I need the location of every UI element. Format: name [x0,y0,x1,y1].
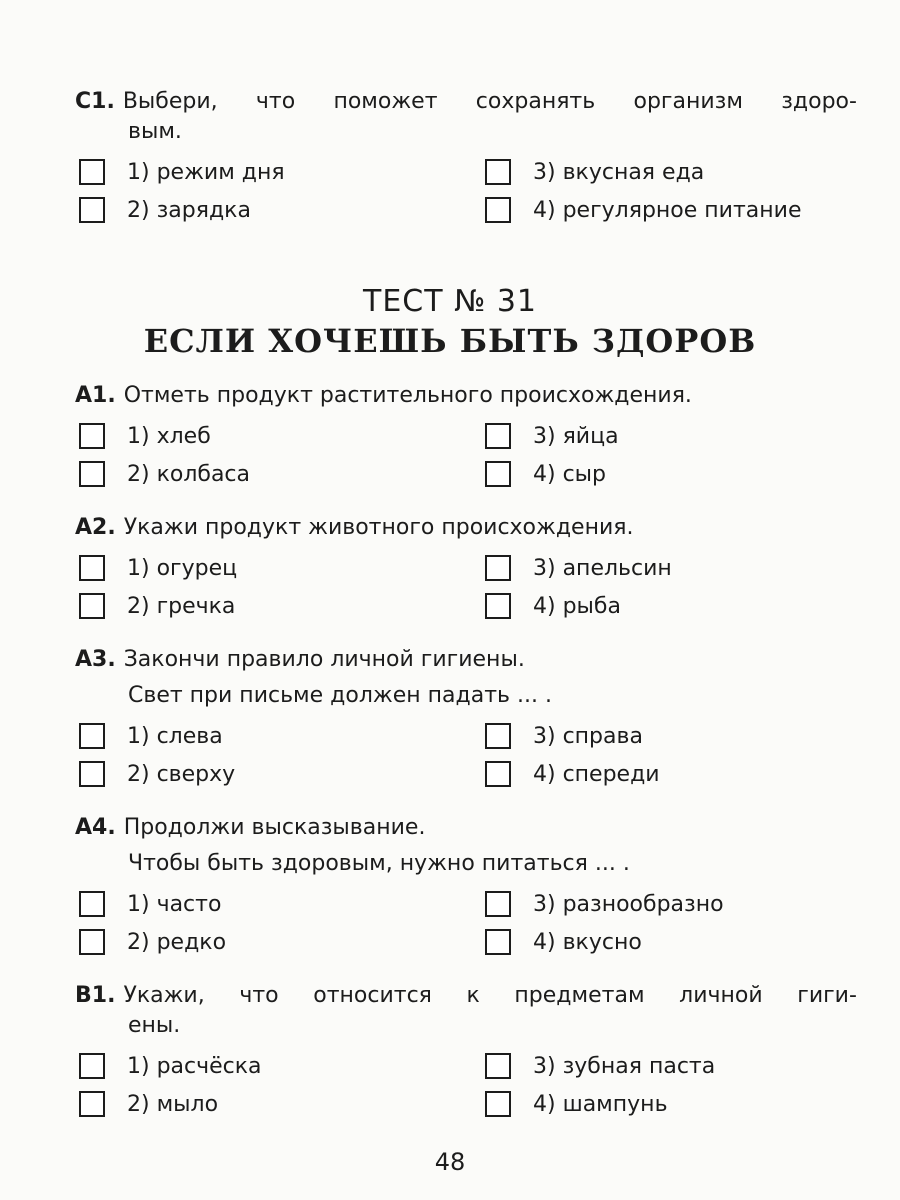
checkbox[interactable] [485,723,511,749]
question-text: Отметь продукт растительного происхождения. [123,383,692,408]
option-label: 4) шампунь [533,1091,668,1117]
option-label: 3) зубная паста [533,1053,716,1079]
question-c1-line1 [75,87,857,117]
question-a4 [75,813,860,963]
checkbox[interactable] [79,593,105,619]
question-word: поможет [333,89,438,114]
question-word: Выбери, [122,89,218,114]
question-word: гиги- [797,983,857,1008]
checkbox[interactable] [485,1091,511,1117]
answer-option[interactable] [485,419,619,453]
question-word: личной [679,983,763,1008]
answer-option[interactable] [79,719,223,753]
option-label: 4) вкусно [533,929,642,955]
answer-option[interactable] [485,925,642,959]
answer-option[interactable] [79,457,250,491]
answer-options [75,419,860,495]
option-label: 1) хлеб [127,423,211,449]
option-label: 3) яйца [533,423,619,449]
checkbox[interactable] [79,761,105,787]
answer-option[interactable] [485,757,660,791]
option-label: 1) слева [127,723,223,749]
test-title: ТЕСТ № 31 [363,284,537,319]
question-text: Продолжи высказывание. [123,815,426,840]
checkbox[interactable] [485,593,511,619]
option-label: 4) рыба [533,593,621,619]
checkbox[interactable] [79,423,105,449]
answer-option[interactable] [485,551,672,585]
question-word: здоро- [781,89,857,114]
option-label: 2) колбаса [127,461,251,487]
question-c1-line2: вым. [128,119,182,144]
answer-option[interactable] [79,155,285,189]
option-label: 3) разнообразно [533,891,724,917]
checkbox[interactable] [79,723,105,749]
answer-option[interactable] [79,1087,218,1121]
question-text: Укажи продукт животного происхождения. [123,515,634,540]
option-label: 2) мыло [127,1091,219,1117]
option-label: 1) режим дня [127,159,285,185]
answer-option[interactable] [79,589,235,623]
checkbox[interactable] [485,1053,511,1079]
question-text-line2: Чтобы быть здоровым, нужно питаться ... . [128,851,630,876]
checkbox[interactable] [79,555,105,581]
checkbox[interactable] [485,929,511,955]
answer-option[interactable] [79,925,226,959]
checkbox[interactable] [79,461,105,487]
answer-option[interactable] [485,719,643,753]
option-label: 4) спереди [533,761,660,787]
checkbox[interactable] [485,423,511,449]
option-label: 3) вкусная еда [533,159,705,185]
question-a1 [75,381,860,495]
answer-options [75,551,860,627]
test-subtitle: ЕСЛИ ХОЧЕШЬ БЫТЬ ЗДОРОВ [143,322,757,360]
option-label: 2) гречка [127,593,236,619]
answer-option[interactable] [79,887,221,921]
question-text-line2: Свет при письме должен падать ... . [128,683,552,708]
checkbox[interactable] [485,197,511,223]
checkbox[interactable] [485,461,511,487]
answer-option[interactable] [485,457,606,491]
question-number: С1. [75,89,115,114]
answer-option[interactable] [485,589,621,623]
answer-option[interactable] [79,419,211,453]
answer-option[interactable] [485,1087,668,1121]
checkbox[interactable] [485,159,511,185]
option-label: 1) расчёска [127,1053,262,1079]
answer-option[interactable] [79,551,237,585]
answer-option[interactable] [79,757,235,791]
question-b1-line1 [75,981,857,1011]
question-word: организм [633,89,743,114]
answer-option[interactable] [485,1049,715,1083]
answer-options [75,719,860,795]
question-text: Закончи правило личной гигиены. [123,647,525,672]
question-b1-line2: ены. [128,1013,181,1038]
question-word: к [466,983,480,1008]
page-number: 48 [434,1148,466,1176]
answer-option[interactable] [79,193,251,227]
question-word: предметам [514,983,645,1008]
checkbox[interactable] [79,929,105,955]
checkbox[interactable] [79,1053,105,1079]
question-number: А3. [75,647,116,672]
option-label: 2) сверху [127,761,236,787]
answer-option[interactable] [485,887,724,921]
answer-options [75,155,860,231]
question-word: что [255,89,296,114]
question-word: относится [313,983,432,1008]
option-label: 2) редко [127,929,227,955]
option-label: 4) регулярное питание [533,197,802,223]
answer-options [75,1049,860,1125]
question-number: А1. [75,383,116,408]
question-b1 [75,981,860,1125]
option-label: 3) апельсин [533,555,672,581]
question-c1 [75,87,860,231]
question-number: В1. [75,983,116,1008]
answer-option[interactable] [79,1049,262,1083]
option-label: 1) огурец [127,555,238,581]
checkbox[interactable] [79,197,105,223]
question-number: А2. [75,515,116,540]
checkbox[interactable] [79,1091,105,1117]
question-a3 [75,645,860,795]
checkbox[interactable] [79,159,105,185]
question-word: Укажи, [123,983,205,1008]
answer-option[interactable] [485,155,704,189]
checkbox[interactable] [485,891,511,917]
option-label: 4) сыр [533,461,607,487]
checkbox[interactable] [79,891,105,917]
question-number: А4. [75,815,116,840]
question-word: сохранять [475,89,596,114]
option-label: 3) справа [533,723,643,749]
question-word: что [239,983,279,1008]
checkbox[interactable] [485,555,511,581]
checkbox[interactable] [485,761,511,787]
question-a2 [75,513,860,627]
answer-options [75,887,860,963]
answer-option[interactable] [485,193,801,227]
option-label: 2) зарядка [127,197,251,223]
option-label: 1) часто [127,891,222,917]
